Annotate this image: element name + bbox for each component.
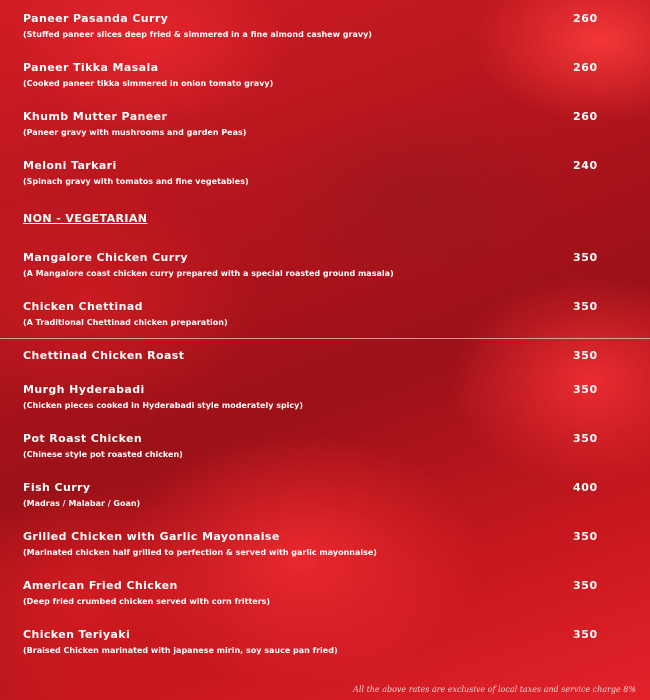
item-description: (Cooked paneer tikka simmered in onion tomato gravy) [23, 79, 274, 88]
page-divider [0, 338, 650, 339]
item-name: Fish Curry [23, 481, 91, 494]
item-description: (Chinese style pot roasted chicken) [23, 450, 183, 459]
footer-note: All the above rates are exclusive of local taxes and service charge 8% [353, 685, 636, 694]
item-price: 350 [573, 432, 598, 445]
item-price: 400 [573, 481, 598, 494]
item-price: 350 [573, 579, 598, 592]
item-name: Paneer Tikka Masala [23, 61, 159, 74]
item-name: American Fried Chicken [23, 579, 178, 592]
item-price: 350 [573, 383, 598, 396]
item-description: (Paneer gravy with mushrooms and garden Peas) [23, 128, 247, 137]
item-name: Mangalore Chicken Curry [23, 251, 188, 264]
item-price: 260 [573, 110, 598, 123]
item-name: Paneer Pasanda Curry [23, 12, 169, 25]
item-description: (Braised Chicken marinated with japanese mirin, soy sauce pan fried) [23, 646, 338, 655]
item-description: (A Traditional Chettinad chicken preparation) [23, 318, 228, 327]
item-price: 260 [573, 12, 598, 25]
item-description: (Stuffed paneer slices deep fried & simmered in a fine almond cashew gravy) [23, 30, 372, 39]
item-name: Pot Roast Chicken [23, 432, 143, 445]
item-price: 240 [573, 159, 598, 172]
item-name: Khumb Mutter Paneer [23, 110, 168, 123]
item-name: Meloni Tarkari [23, 159, 117, 172]
item-name: Chicken Teriyaki [23, 628, 131, 641]
item-description: (Deep fried crumbed chicken served with corn fritters) [23, 597, 271, 606]
item-name: Grilled Chicken with Garlic Mayonnaise [23, 530, 280, 543]
section-heading-non-vegetarian: NON - VEGETARIAN [23, 212, 148, 225]
item-price: 350 [573, 530, 598, 543]
item-name: Murgh Hyderabadi [23, 383, 145, 396]
item-price: 350 [573, 251, 598, 264]
item-price: 350 [573, 300, 598, 313]
item-description: (A Mangalore coast chicken curry prepared with a special roasted ground masala) [23, 269, 394, 278]
item-price: 260 [573, 61, 598, 74]
item-name: Chicken Chettinad [23, 300, 143, 313]
item-name: Chettinad Chicken Roast [23, 349, 185, 362]
item-description: (Chicken pieces cooked in Hyderabadi style moderately spicy) [23, 401, 304, 410]
item-price: 350 [573, 628, 598, 641]
item-description: (Marinated chicken half grilled to perfection & served with garlic mayonnaise) [23, 548, 377, 557]
item-price: 350 [573, 349, 598, 362]
item-description: (Madras / Malabar / Goan) [23, 499, 141, 508]
item-description: (Spinach gravy with tomatos and fine vegetables) [23, 177, 249, 186]
